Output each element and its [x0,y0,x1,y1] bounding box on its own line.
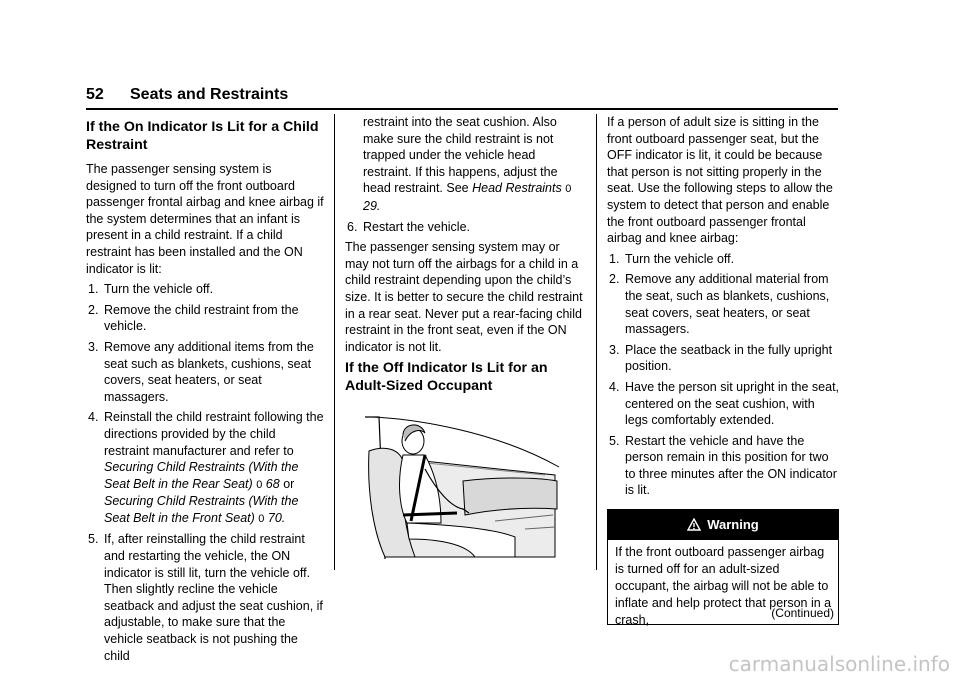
column-divider [596,114,597,570]
warning-header [608,510,838,540]
section-title: Seats and Restraints [130,86,289,103]
list-item: 3. Remove any additional items from the seat such as blankets, cushions, seat covers, seat heaters, or seat massagers. [88,339,314,404]
watermark: carmanualsonline.info [728,652,950,676]
page-reference[interactable]: 68 [265,476,280,491]
cross-reference-link[interactable]: Head Restraints [472,181,562,196]
step-list [86,281,324,664]
page-reference-icon: 0 [256,478,263,491]
paragraph: The passenger sensing system may or may not turn off the airbags for a child in a child restraint depending upon the child’s size. It is better to secure the child restraint in a rear seat. Never put a rear-facing child restraint in the front seat, even if the ON indicator is not lit. [345,240,583,354]
page-reference[interactable]: 29. [363,198,381,213]
column-left [86,114,324,668]
column-middle [345,114,585,559]
list-item: 5. Restart the vehicle and have the person remain in this position for two to three minutes after the ON indicator is lit. [609,433,837,498]
step-list [345,219,585,236]
page-reference[interactable]: 70. [267,510,286,525]
column-divider [334,114,335,570]
paragraph: If a person of adult size is sitting in the front outboard passenger seat, but the OFF indicator is lit, it could be because that person is not sitting properly in the seat. Use the following steps to allow the system to detect that person and enable the front outboard passenger frontal airbag and knee airbag: [607,115,833,246]
warning-text: If the front outboard passenger airbag is turned off for an adult-sized occupant, the airbag will not be able to inflate and help protect that person in a crash, [615,545,832,628]
paragraph: The passenger sensing system is designed to turn off the front outboard passenger frontal airbag and knee airbag if the system determines that an infant is present in a child restraint. If a child restraint has been installed and the ON indicator is lit: [86,162,324,276]
cross-reference-link[interactable]: Securing Child Restraints (With the Seat Belt in the Rear Seat) [104,460,299,491]
warning-title: Warning [707,516,759,532]
list-continuation: restraint into the seat cushion. Also make sure the child restraint is not trapped under the vehicle head restraint. If this happens, adjust the head restraint. See Head Restraints 0 29. [363,115,572,213]
subsection-heading: If the On Indicator Is Lit for a Child Restraint [86,119,319,153]
list-item: 3. Place the seatback in the fully upright position. [609,342,833,374]
list-item: 6. Restart the vehicle. [347,219,470,234]
continued-label: (Continued) [771,606,834,621]
page-number: 52 [86,86,104,103]
list-item: 4. Reinstall the child restraint following the directions provided by the child restraint manufacturer and refer to Securing Child Restraints (With the Seat Belt in the Rear Seat) 0 68 or Securing Child Restraints (With the Seat Belt in the Front Seat) 0 70. [88,410,324,525]
warning-box [607,509,839,628]
page-reference-icon: 0 [258,512,265,525]
list-item: 4. Have the person sit upright in the seat, centered on the seat cushion, with legs comfortably extended. [609,379,840,428]
page-header [86,84,838,110]
warning-icon [687,518,701,532]
list-item: 2. Remove any additional material from the seat, such as blankets, cushions, seat covers, seat heaters, or seat massagers. [609,272,830,337]
column-right [607,114,840,628]
page-reference-icon: 0 [565,183,572,196]
list-item: 1. Turn the vehicle off. [609,251,735,266]
list-item: 2. Remove the child restraint from the vehicle. [88,302,299,334]
subsection-heading: If the Off Indicator Is Lit for an Adult-Sized Occupant [345,360,548,395]
list-item: 1. Turn the vehicle off. [88,282,214,297]
seated-passenger-illustration [345,411,569,559]
cross-reference-link[interactable]: Securing Child Restraints (With the Seat Belt in the Front Seat) [104,494,299,525]
list-item: 5. If, after reinstalling the child restraint and restarting the vehicle, the ON indicator is still lit, turn the vehicle off. Then slightly recline the vehicle seatback and adjust the seat cushion, if adjustable, to make sure that the vehicle seatback is not pushing the child [88,532,323,663]
step-list [607,251,839,499]
